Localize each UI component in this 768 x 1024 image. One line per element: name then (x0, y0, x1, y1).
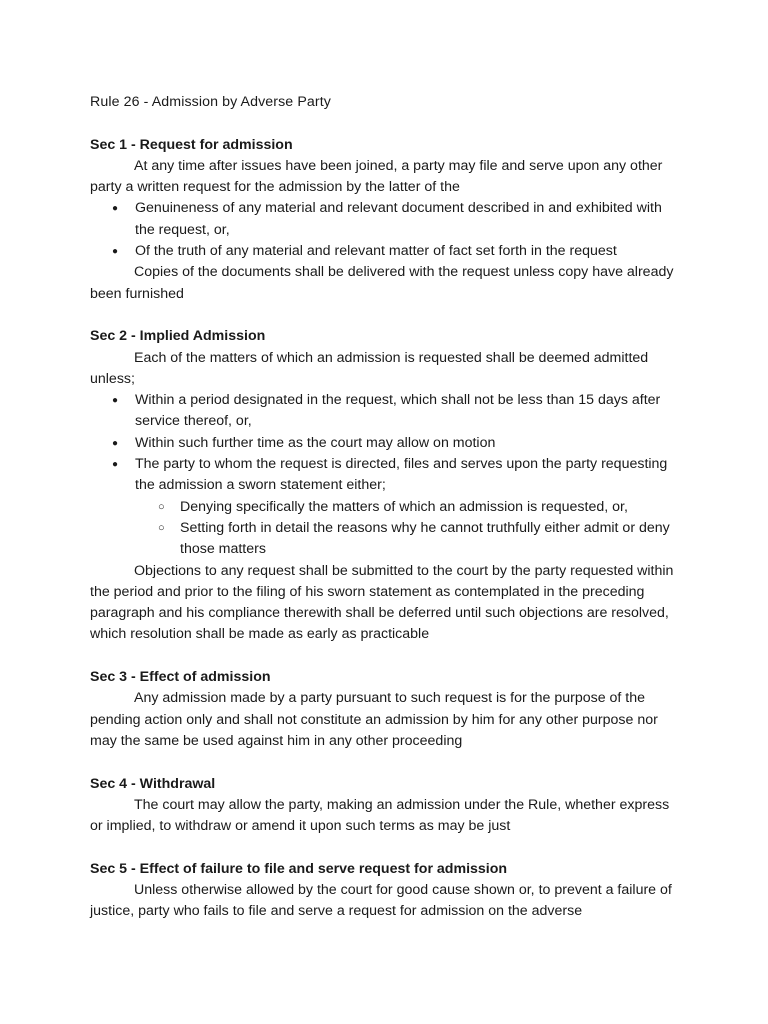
section-heading: Sec 5 - Effect of failure to file and serve request for admission (90, 860, 508, 877)
sub-list-item: ○ Setting forth in detail the reasons why he cannot truthfully either admit or deny those matters (180, 518, 678, 561)
section-3 (90, 667, 678, 752)
sub-bullet-list (135, 497, 678, 561)
list-item (135, 454, 678, 560)
document-title: Rule 26 - Admission by Adverse Party (90, 94, 331, 110)
section-heading: Sec 1 - Request for admission (90, 136, 293, 153)
section-paragraph: At any time after issues have been joined, a party may file and serve upon any other party a written request for the admission by the latter of the (90, 157, 663, 196)
bullet-list (90, 198, 678, 262)
list-item: ● Genuineness of any material and relevant document described in and exhibited with the request, or, (135, 198, 678, 241)
section-paragraph: Copies of the documents shall be delivered with the request unless copy have already been furnished (90, 264, 674, 302)
section-heading: Sec 3 - Effect of admission (90, 669, 271, 686)
section-paragraph: Unless otherwise allowed by the court for good cause shown or, to prevent a failure of justice, party who fails to file and serve a request for admission on the adverse (90, 881, 672, 920)
section-2 (90, 326, 678, 645)
section-1 (90, 135, 678, 305)
section-heading: Sec 2 - Implied Admission (90, 328, 266, 345)
list-item: ● Within such further time as the court may allow on motion (135, 433, 678, 454)
bullet-list (90, 390, 678, 560)
section-heading: Sec 4 - Withdrawal (90, 775, 216, 792)
sub-list-item: ○ Denying specifically the matters of which an admission is requested, or, (180, 497, 678, 518)
section-paragraph: The court may allow the party, making an admission under the Rule, whether express or implied, to withdraw or amend it upon such terms as may be just (90, 796, 670, 835)
section-4 (90, 774, 678, 838)
section-paragraph: Any admission made by a party pursuant to such request is for the purpose of the pending action only and shall not constitute an admission by him for any other purpose nor may the same be used against him in any other proceeding (90, 690, 658, 749)
section-paragraph: Objections to any request shall be submitted to the court by the party requested within the period and prior to the filing of his sworn statement as contemplated in the preceding paragraph and his compliance therewith shall be deferred until such objections are resolved, which resolution shall be made as early as practicable (90, 562, 674, 643)
section-paragraph: Each of the matters of which an admission is requested shall be deemed admitted unless; (90, 349, 649, 387)
list-item: ● Within a period designated in the request, which shall not be less than 15 days after service thereof, or, (135, 390, 678, 433)
list-item-text: The party to whom the request is directed, files and serves upon the party requesting the admission a sworn statement either; (135, 456, 668, 494)
section-5 (90, 859, 678, 923)
list-item: ● Of the truth of any material and relevant matter of fact set forth in the request (135, 241, 678, 262)
